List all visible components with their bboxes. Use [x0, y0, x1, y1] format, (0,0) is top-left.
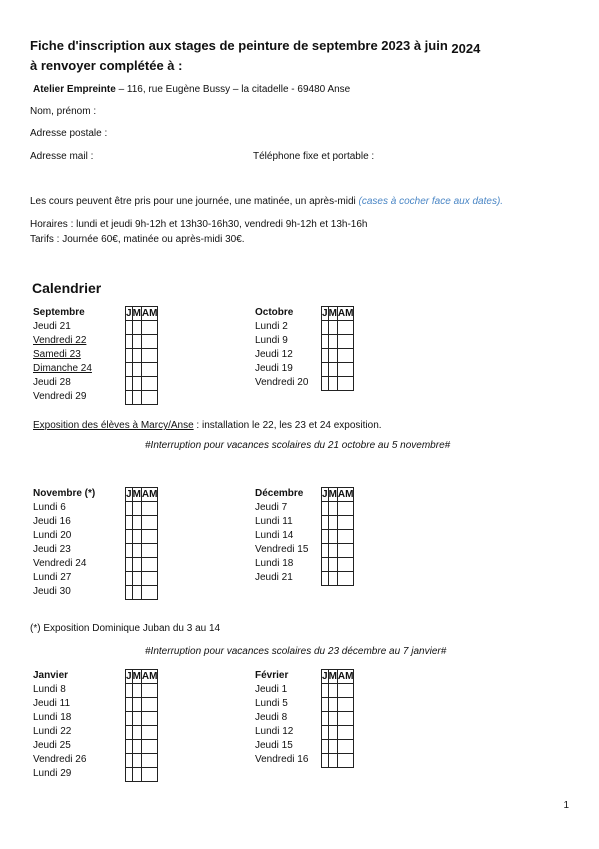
- date-label: Vendredi 20: [255, 377, 309, 388]
- date-label: Vendredi 26: [33, 754, 87, 765]
- column-header: J: [126, 488, 132, 500]
- month-name: Janvier: [33, 670, 69, 681]
- title-year: 2024: [451, 41, 481, 56]
- checkbox-cell[interactable]: [141, 726, 158, 740]
- date-label: Lundi 12: [255, 726, 294, 737]
- checkbox-cell[interactable]: [328, 754, 337, 768]
- checkbox-cell[interactable]: [328, 712, 337, 726]
- date-label: Jeudi 19: [255, 363, 293, 374]
- courses-info: [30, 196, 503, 207]
- field-phone: Téléphone fixe et portable :: [253, 151, 375, 162]
- date-label: Lundi 18: [33, 712, 72, 723]
- checkbox-cell[interactable]: [337, 740, 354, 754]
- checkbox-cell[interactable]: [132, 321, 141, 335]
- column-header: J: [322, 488, 328, 500]
- checkbox-cell[interactable]: [141, 335, 158, 349]
- checkbox-grid: [125, 669, 158, 782]
- courses-text: Les cours peuvent être pris pour une journée, une matinée, un après-midi: [30, 196, 356, 207]
- month-name: Février: [255, 670, 289, 681]
- checkbox-cell[interactable]: [132, 335, 141, 349]
- checkbox-cell[interactable]: [328, 502, 337, 516]
- checkbox-cell[interactable]: [141, 572, 158, 586]
- checkbox-cell[interactable]: [132, 768, 141, 782]
- star-note: (*) Exposition Dominique Juban du 3 au 14: [30, 623, 221, 634]
- column-header: M: [328, 670, 337, 682]
- checkbox-cell[interactable]: [328, 740, 337, 754]
- column-header: AM: [141, 307, 158, 319]
- date-label: Lundi 27: [33, 572, 72, 583]
- checkbox-cell[interactable]: [141, 391, 158, 405]
- checkbox-cell[interactable]: [132, 698, 141, 712]
- date-label: Jeudi 30: [33, 586, 71, 597]
- field-postal: Adresse postale :: [30, 128, 108, 139]
- column-header: M: [132, 670, 141, 682]
- date-label: Jeudi 7: [255, 502, 288, 513]
- checkbox-cell[interactable]: [337, 544, 354, 558]
- checkbox-cell[interactable]: [328, 544, 337, 558]
- checkbox-cell[interactable]: [132, 712, 141, 726]
- column-header: J: [322, 670, 328, 682]
- checkbox-cell[interactable]: [337, 363, 354, 377]
- date-label: Jeudi 21: [255, 572, 293, 583]
- field-email: Adresse mail :: [30, 151, 94, 162]
- checkbox-cell[interactable]: [328, 516, 337, 530]
- month-name: Décembre: [255, 488, 304, 499]
- checkbox-cell[interactable]: [328, 684, 337, 698]
- checkbox-cell[interactable]: [141, 516, 158, 530]
- column-header: M: [328, 307, 337, 319]
- date-label: Jeudi 28: [33, 377, 71, 388]
- date-label: Jeudi 12: [255, 349, 293, 360]
- checkbox-cell[interactable]: [132, 558, 141, 572]
- column-header: M: [132, 307, 141, 319]
- date-label: Lundi 8: [33, 684, 66, 695]
- title-line-1: [30, 38, 481, 56]
- date-label: Jeudi 23: [33, 544, 71, 555]
- exposition-link-text: Exposition des élèves à Marcy/Anse: [33, 420, 194, 431]
- exposition-note: [33, 420, 382, 431]
- checkbox-cell[interactable]: [141, 586, 158, 600]
- checkbox-cell[interactable]: [141, 698, 158, 712]
- atelier-name: Atelier Empreinte: [33, 84, 116, 95]
- checkbox-cell[interactable]: [132, 377, 141, 391]
- date-label: Jeudi 11: [33, 698, 71, 709]
- date-label: Lundi 6: [33, 502, 66, 513]
- page-number: 1: [563, 800, 569, 811]
- date-label: Vendredi 24: [33, 558, 87, 569]
- date-label: Lundi 22: [33, 726, 72, 737]
- date-label: Lundi 11: [255, 516, 293, 527]
- checkbox-cell[interactable]: [328, 377, 337, 391]
- checkbox-cell[interactable]: [141, 530, 158, 544]
- prices-info: Tarifs : Journée 60€, matinée ou après-midi 30€.: [30, 234, 245, 245]
- checkbox-cell[interactable]: [337, 684, 354, 698]
- date-label: Dimanche 24: [33, 363, 92, 374]
- checkbox-cell[interactable]: [328, 321, 337, 335]
- checkbox-cell[interactable]: [132, 544, 141, 558]
- checkbox-cell[interactable]: [337, 712, 354, 726]
- checkbox-cell[interactable]: [141, 349, 158, 363]
- calendar-title: Calendrier: [32, 280, 102, 296]
- date-label: Vendredi 15: [255, 544, 309, 555]
- checkbox-cell[interactable]: [337, 321, 354, 335]
- checkbox-cell[interactable]: [132, 740, 141, 754]
- checkbox-cell[interactable]: [141, 712, 158, 726]
- date-label: Lundi 9: [255, 335, 288, 346]
- date-label: Jeudi 16: [33, 516, 71, 527]
- checkbox-cell[interactable]: [132, 349, 141, 363]
- column-header: J: [126, 670, 132, 682]
- checkbox-cell[interactable]: [328, 558, 337, 572]
- checkbox-cell[interactable]: [132, 586, 141, 600]
- checkbox-grid: [321, 306, 354, 391]
- checkbox-cell[interactable]: [337, 754, 354, 768]
- checkbox-cell[interactable]: [141, 544, 158, 558]
- checkbox-cell[interactable]: [337, 572, 354, 586]
- checkbox-cell[interactable]: [141, 377, 158, 391]
- column-header: J: [126, 307, 132, 319]
- checkbox-grid: [321, 669, 354, 768]
- checkbox-cell[interactable]: [337, 726, 354, 740]
- column-header: AM: [337, 307, 354, 319]
- date-label: Jeudi 21: [33, 321, 71, 332]
- checkbox-cell[interactable]: [337, 698, 354, 712]
- checkbox-cell[interactable]: [132, 502, 141, 516]
- atelier-address-rest: – 116, rue Eugène Bussy – la citadelle - 69480 Anse: [115, 84, 351, 95]
- checkbox-cell[interactable]: [132, 572, 141, 586]
- interruption-note-2: #Interruption pour vacances scolaires du 23 décembre au 7 janvier#: [145, 646, 447, 657]
- exposition-rest: : installation le 22, les 23 et 24 exposition.: [193, 420, 382, 431]
- checkbox-cell[interactable]: [337, 516, 354, 530]
- date-label: Lundi 2: [255, 321, 288, 332]
- date-label: Jeudi 8: [255, 712, 288, 723]
- checkbox-cell[interactable]: [132, 530, 141, 544]
- checkbox-cell[interactable]: [141, 558, 158, 572]
- date-label: Lundi 29: [33, 768, 72, 779]
- checkbox-cell[interactable]: [132, 516, 141, 530]
- date-label: Vendredi 29: [33, 391, 87, 402]
- column-header: AM: [141, 670, 158, 682]
- checkbox-cell[interactable]: [328, 572, 337, 586]
- date-label: Lundi 18: [255, 558, 294, 569]
- interruption-note-1: #Interruption pour vacances scolaires du 21 octobre au 5 novembre#: [145, 440, 451, 451]
- field-name: Nom, prénom :: [30, 106, 97, 117]
- checkbox-cell[interactable]: [141, 754, 158, 768]
- date-label: Samedi 23: [33, 349, 81, 360]
- date-label: Lundi 20: [33, 530, 72, 541]
- checkbox-cell[interactable]: [141, 740, 158, 754]
- atelier-address: [33, 84, 350, 95]
- checkbox-grid: [321, 487, 354, 586]
- column-header: AM: [337, 670, 354, 682]
- checkbox-cell[interactable]: [141, 321, 158, 335]
- checkbox-cell[interactable]: [328, 349, 337, 363]
- title-line-2: à renvoyer complétée à :: [30, 58, 183, 73]
- checkbox-cell[interactable]: [141, 684, 158, 698]
- checkbox-cell[interactable]: [337, 530, 354, 544]
- checkbox-cell[interactable]: [328, 726, 337, 740]
- courses-note: (cases à cocher face aux dates).: [358, 196, 504, 207]
- month-name: Septembre: [33, 307, 85, 318]
- date-label: Jeudi 15: [255, 740, 293, 751]
- column-header: J: [322, 307, 328, 319]
- date-label: Lundi 14: [255, 530, 294, 541]
- checkbox-cell[interactable]: [141, 363, 158, 377]
- month-name: Octobre: [255, 307, 294, 318]
- column-header: M: [132, 488, 141, 500]
- column-header: AM: [337, 488, 354, 500]
- checkbox-cell[interactable]: [337, 377, 354, 391]
- checkbox-cell[interactable]: [328, 363, 337, 377]
- checkbox-cell[interactable]: [132, 726, 141, 740]
- checkbox-cell[interactable]: [132, 754, 141, 768]
- column-header: AM: [141, 488, 158, 500]
- date-label: Lundi 5: [255, 698, 288, 709]
- checkbox-cell[interactable]: [328, 335, 337, 349]
- date-label: Jeudi 1: [255, 684, 288, 695]
- checkbox-cell[interactable]: [132, 391, 141, 405]
- column-header: M: [328, 488, 337, 500]
- title-text: Fiche d'inscription aux stages de peinture de septembre 2023 à juin: [30, 38, 448, 53]
- checkbox-cell[interactable]: [337, 558, 354, 572]
- checkbox-cell[interactable]: [337, 335, 354, 349]
- checkbox-cell[interactable]: [337, 502, 354, 516]
- month-name: Novembre (*): [33, 488, 96, 499]
- date-label: Vendredi 22: [33, 335, 87, 346]
- checkbox-grid: [125, 306, 158, 405]
- checkbox-cell[interactable]: [141, 768, 158, 782]
- checkbox-cell[interactable]: [328, 698, 337, 712]
- date-label: Jeudi 25: [33, 740, 71, 751]
- checkbox-cell[interactable]: [328, 530, 337, 544]
- date-label: Vendredi 16: [255, 754, 309, 765]
- hours-info: Horaires : lundi et jeudi 9h-12h et 13h30-16h30, vendredi 9h-12h et 13h-16h: [30, 219, 368, 230]
- checkbox-cell[interactable]: [132, 684, 141, 698]
- checkbox-cell[interactable]: [337, 349, 354, 363]
- checkbox-cell[interactable]: [141, 502, 158, 516]
- checkbox-grid: [125, 487, 158, 600]
- checkbox-cell[interactable]: [132, 363, 141, 377]
